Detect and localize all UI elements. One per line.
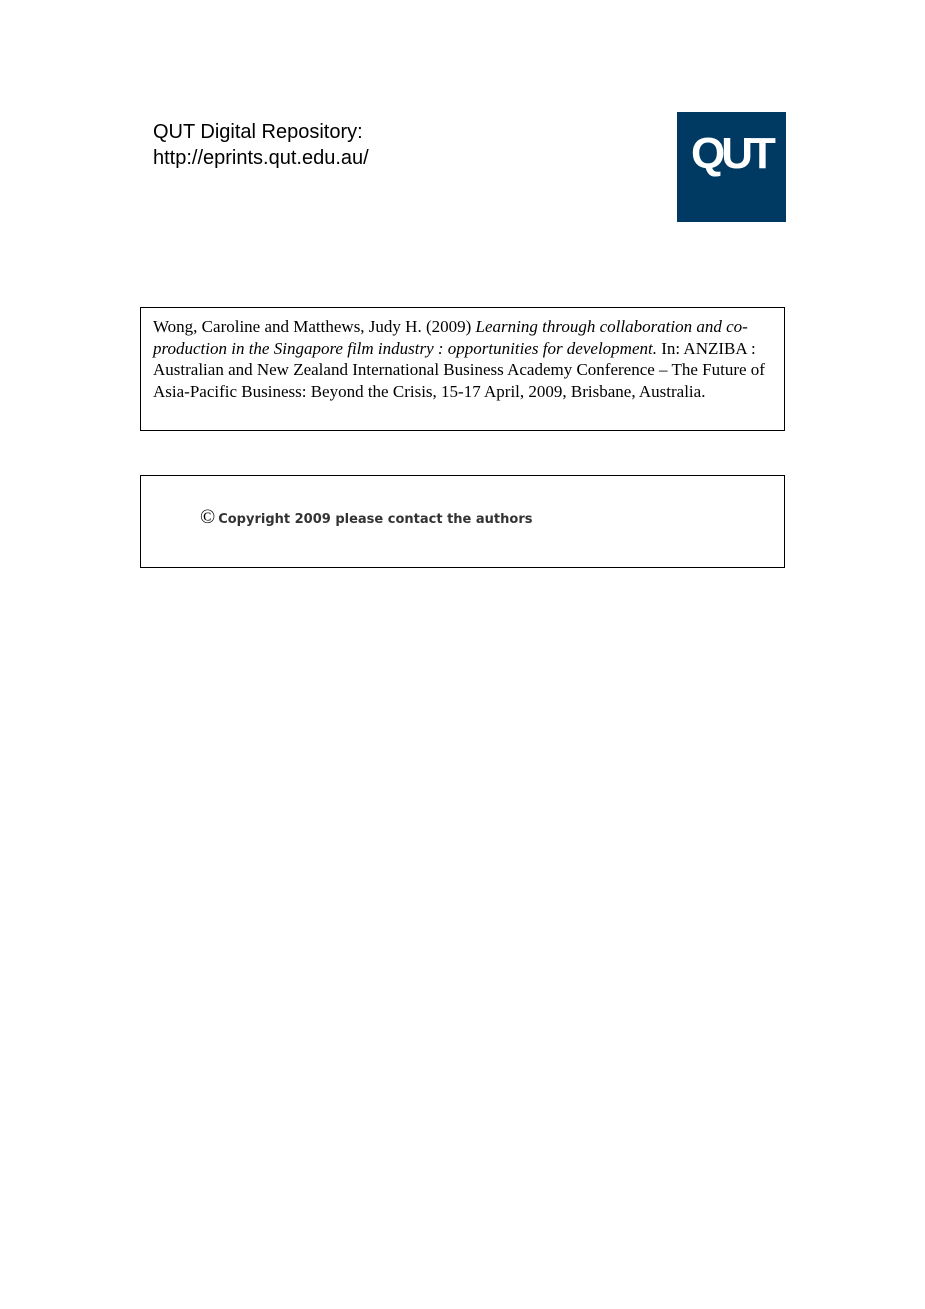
copyright-box: [140, 475, 785, 568]
citation-details: In: ANZIBA : Australian and New Zealand International Business Academy Conference – The Future of Asia-Pacific Business: Beyond the Crisis, 15-17 April, 2009, Brisbane, Australia.: [153, 338, 765, 401]
qut-logo-text: QUT: [691, 129, 772, 178]
repository-title: QUT Digital Repository:: [153, 121, 363, 143]
copyright-text: Copyright 2009 please contact the authors: [218, 512, 533, 527]
citation-box: [140, 307, 785, 431]
citation-authors-year: Wong, Caroline and Matthews, Judy H. (2009): [153, 317, 476, 336]
citation-title: Learning through collaboration and co-production in the Singapore film industry : opportunities for development.: [153, 317, 748, 358]
repository-header: [153, 119, 369, 171]
qut-logo-icon: [677, 112, 786, 222]
copyright-line: [200, 506, 532, 529]
repository-url: http://eprints.qut.edu.au/: [153, 147, 369, 169]
copyright-symbol: ©: [200, 506, 216, 528]
